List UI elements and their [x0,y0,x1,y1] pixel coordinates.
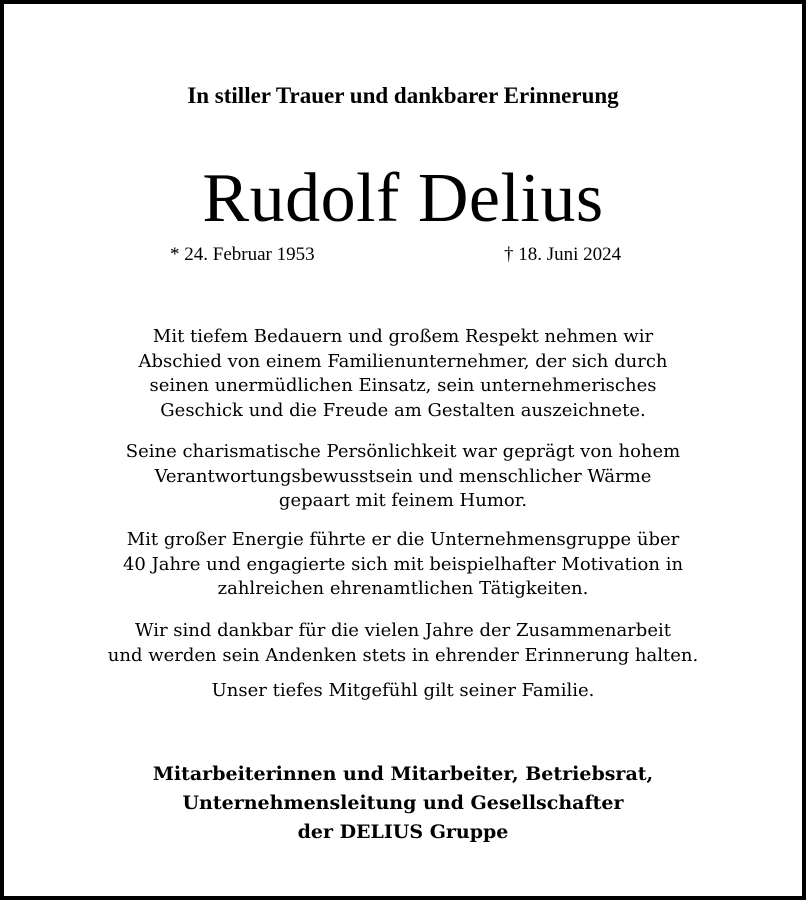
text-line: Unser tiefes Mitgefühl gilt seiner Familie. [211,680,595,701]
headline: In stiller Trauer und dankbarer Erinnerung [187,83,619,108]
text-line: Wir sind dankbar für die vielen Jahre der Zusammenarbeit [135,620,671,641]
text-line: seinen unermüdlichen Einsatz, sein unternehmerisches [149,375,657,396]
text-line: Mit tiefem Bedauern und großem Respekt nehmen wir [152,326,654,347]
paragraph-gratitude [60,619,746,668]
paragraph-sympathy [60,679,746,704]
text-line: Verantwortungsbewusstsein und menschlicher Wärme [154,465,652,487]
text-line: 40 Jahre und engagierte sich mit beispielhafter Motivation in [122,553,684,575]
text-line: und werden sein Andenken stets in ehrender Erinnerung halten. [107,644,699,666]
text-line: Seine charismatische Persönlichkeit war geprägt von hohem [125,441,681,462]
text-line: zahlreichen ehrenamtlichen Tätigkeiten. [217,578,589,599]
signature-line: Mitarbeiterinnen und Mitarbeiter, Betriebsrat, [152,763,654,785]
death-date: † 18. Juni 2024 [504,244,622,265]
text-line: Abschied von einem Familienunternehmer, der sich durch [138,350,668,372]
paragraph-energy [60,528,746,602]
text-line: Geschick und die Freude am Gestalten auszeichnete. [160,399,646,421]
signature-line: der DELIUS Gruppe [297,821,509,843]
paragraph-personality [60,440,746,514]
deceased-name: Rudolf Delius [202,160,604,237]
paragraph-respect [60,325,746,423]
signature-line: Unternehmensleitung und Gesellschafter [182,792,624,814]
signature-block [0,760,806,847]
text-line: gepaart mit feinem Humor. [278,490,528,511]
text-line: Mit großer Energie führte er die Unternehmensgruppe über [126,529,680,550]
birth-date: * 24. Februar 1953 [170,244,315,265]
